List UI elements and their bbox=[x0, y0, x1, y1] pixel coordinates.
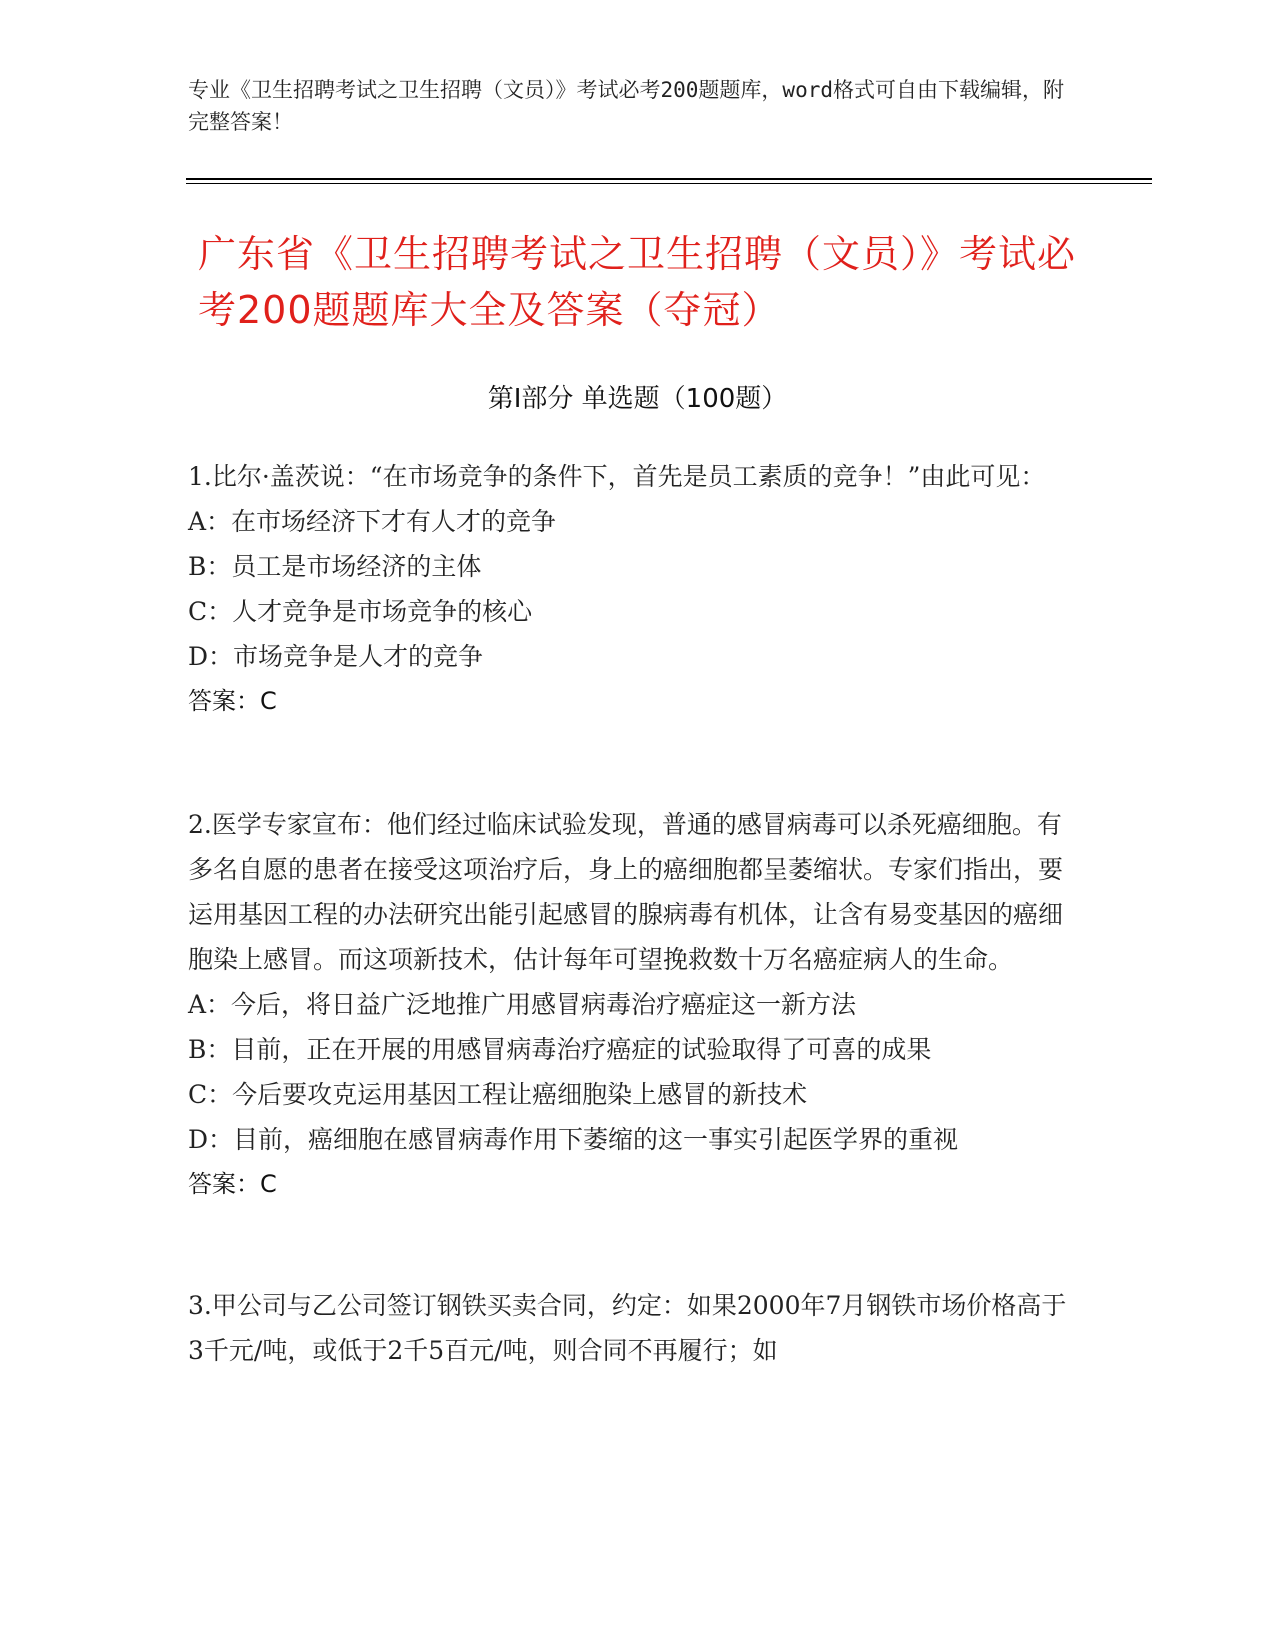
option-c: C：人才竞争是市场竞争的核心 bbox=[188, 597, 533, 626]
option-b: B：目前，正在开展的用感冒病毒治疗癌症的试验取得了可喜的成果 bbox=[188, 1035, 932, 1064]
question-stem: 1.比尔·盖茨说：“在市场竞争的条件下，首先是员工素质的竞争！”由此可见： bbox=[188, 462, 1046, 491]
header-note: 专业《卫生招聘考试之卫生招聘（文员）》考试必考200题题库，word格式可自由下载编辑，附完整答案！ bbox=[188, 78, 1064, 134]
question-stem: 3.甲公司与乙公司签订钢铁买卖合同，约定：如果2000年7月钢铁市场价格高于3千元/吨，或低于2千5百元/吨，则合同不再履行；如 bbox=[188, 1291, 1067, 1365]
answer-line: 答案：C bbox=[188, 687, 277, 715]
question-1 bbox=[188, 454, 1068, 724]
answer-line: 答案：C bbox=[188, 1170, 277, 1198]
section-heading: 第I部分 单选题（100题） bbox=[487, 384, 788, 414]
question-3 bbox=[188, 1283, 1068, 1373]
document-title: 广东省《卫生招聘考试之卫生招聘（文员）》考试必考200题题库大全及答案（夺冠） bbox=[198, 232, 1077, 332]
option-b: B：员工是市场经济的主体 bbox=[188, 552, 482, 581]
header-divider-thick bbox=[186, 178, 1152, 180]
option-a: A：在市场经济下才有人才的竞争 bbox=[188, 507, 557, 536]
option-d: D：市场竞争是人才的竞争 bbox=[188, 642, 484, 671]
option-c: C：今后要攻克运用基因工程让癌细胞染上感冒的新技术 bbox=[188, 1080, 808, 1109]
header-divider-thin bbox=[186, 183, 1152, 184]
question-2 bbox=[188, 802, 1068, 1207]
option-d: D：目前，癌细胞在感冒病毒作用下萎缩的这一事实引起医学界的重视 bbox=[188, 1125, 959, 1154]
option-a: A：今后，将日益广泛地推广用感冒病毒治疗癌症这一新方法 bbox=[188, 990, 857, 1019]
question-stem: 2.医学专家宣布：他们经过临床试验发现，普通的感冒病毒可以杀死癌细胞。有多名自愿的患者在接受这项治疗后，身上的癌细胞都呈萎缩状。专家们指出，要运用基因工程的办法研究出能引起感冒的腺病毒有机体，让含有易变基因的癌细胞染上感冒。而这项新技术，估计每年可望挽救数十万名癌症病人的生命。 bbox=[188, 810, 1064, 974]
